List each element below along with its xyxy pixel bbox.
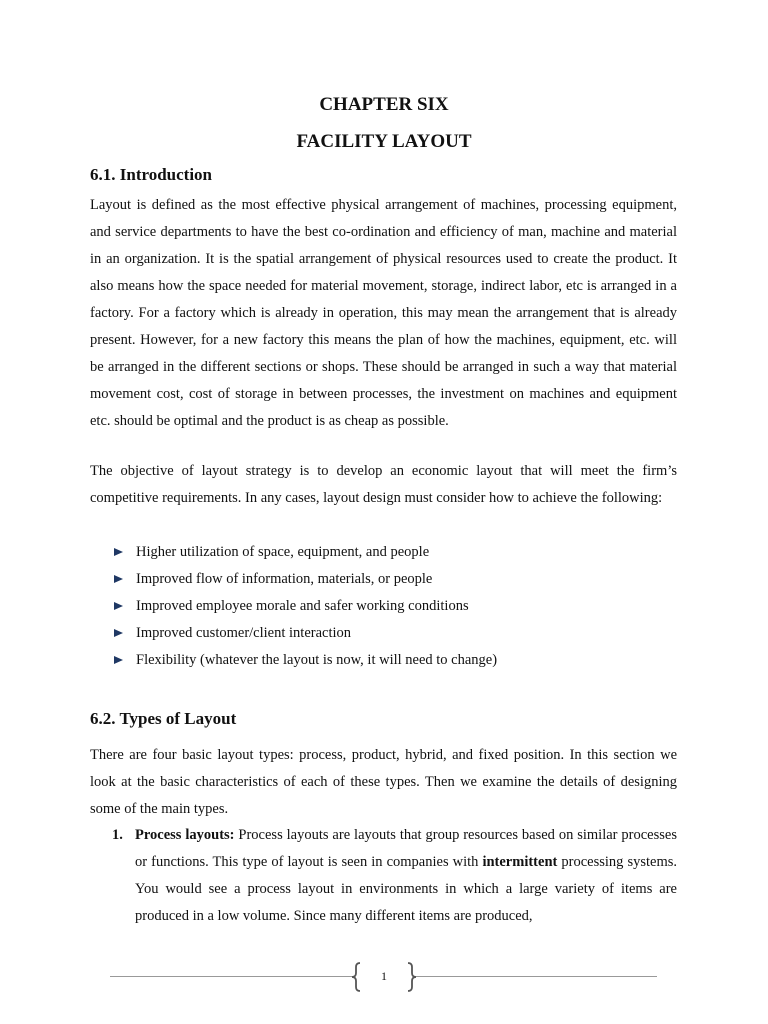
- list-item: [114, 539, 497, 566]
- footer-rule-left: [110, 976, 355, 977]
- triangle-bullet-icon: [114, 656, 123, 664]
- list-number: 1.: [112, 827, 123, 843]
- page-number: 1: [381, 969, 387, 983]
- chapter-label: CHAPTER SIX: [319, 94, 449, 115]
- intro-paragraph-2: The objective of layout strategy is to develop an economic layout that will meet the firm’s competitive requirements. In any cases, layout design must consider how to achieve the following:: [90, 463, 677, 506]
- triangle-bullet-icon: [114, 629, 123, 637]
- list-item-text: Improved flow of information, materials, or people: [136, 571, 433, 587]
- list-item: [114, 566, 497, 593]
- list-item-text: Higher utilization of space, equipment, and people: [136, 544, 430, 560]
- right-brace-icon: [404, 962, 418, 992]
- triangle-bullet-icon: [114, 602, 123, 610]
- list-item-text: processing systems. You would see a process layout in environments in which a large variety of items are produced in a low volume. Since many different items are produced,: [135, 854, 677, 924]
- triangle-bullet-icon: [114, 575, 123, 583]
- layout-types-list: [112, 822, 677, 930]
- list-item-term: Process layouts:: [135, 827, 235, 843]
- list-item-body: [135, 822, 677, 930]
- chapter-title: FACILITY LAYOUT: [296, 131, 472, 152]
- list-item: [114, 593, 497, 620]
- list-item-text: Flexibility (whatever the layout is now, it will need to change): [136, 652, 498, 668]
- triangle-bullet-icon: [114, 548, 123, 556]
- list-item: [114, 620, 497, 647]
- section-heading-types-of-layout: 6.2. Types of Layout: [90, 709, 237, 728]
- intro-paragraph-1: Layout is defined as the most effective physical arrangement of machines, processing equipment, and service departments to have the best co-ordination and efficiency of man, machine and material in an organization. It is the spatial arrangement of physical resources used to create the product. It also means how the space needed for material movement, storage, indirect labor, etc is arranged in a factory. For a factory which is already in operation, this may mean the arrangement that is already present. However, for a new factory this means the plan of how the machines, equipment, etc. will be arranged in the different sections or shops. These should be arranged in such a way that material movement cost, cost of storage in between processes, the investment on machines and equipment etc. should be optimal and the product is as cheap as possible.: [90, 197, 677, 429]
- list-item: [112, 822, 677, 930]
- list-item-text: Improved employee morale and safer working conditions: [136, 598, 469, 614]
- list-item-emphasis: intermittent: [482, 854, 558, 870]
- list-item-text: Improved customer/client interaction: [136, 625, 352, 641]
- left-brace-icon: [350, 962, 364, 992]
- footer-rule-right: [414, 976, 657, 977]
- objectives-list: [114, 539, 497, 674]
- list-item: [114, 647, 497, 674]
- types-paragraph: There are four basic layout types: process, product, hybrid, and fixed position. In this section we look at the basic characteristics of each of these types. Then we examine the details of designing some of the main types.: [90, 747, 677, 817]
- section-heading-introduction: 6.1. Introduction: [90, 165, 213, 184]
- list-item-text: Process layouts are layouts that group resources based on similar processes or functions. This type of layout is seen in companies with: [135, 827, 677, 870]
